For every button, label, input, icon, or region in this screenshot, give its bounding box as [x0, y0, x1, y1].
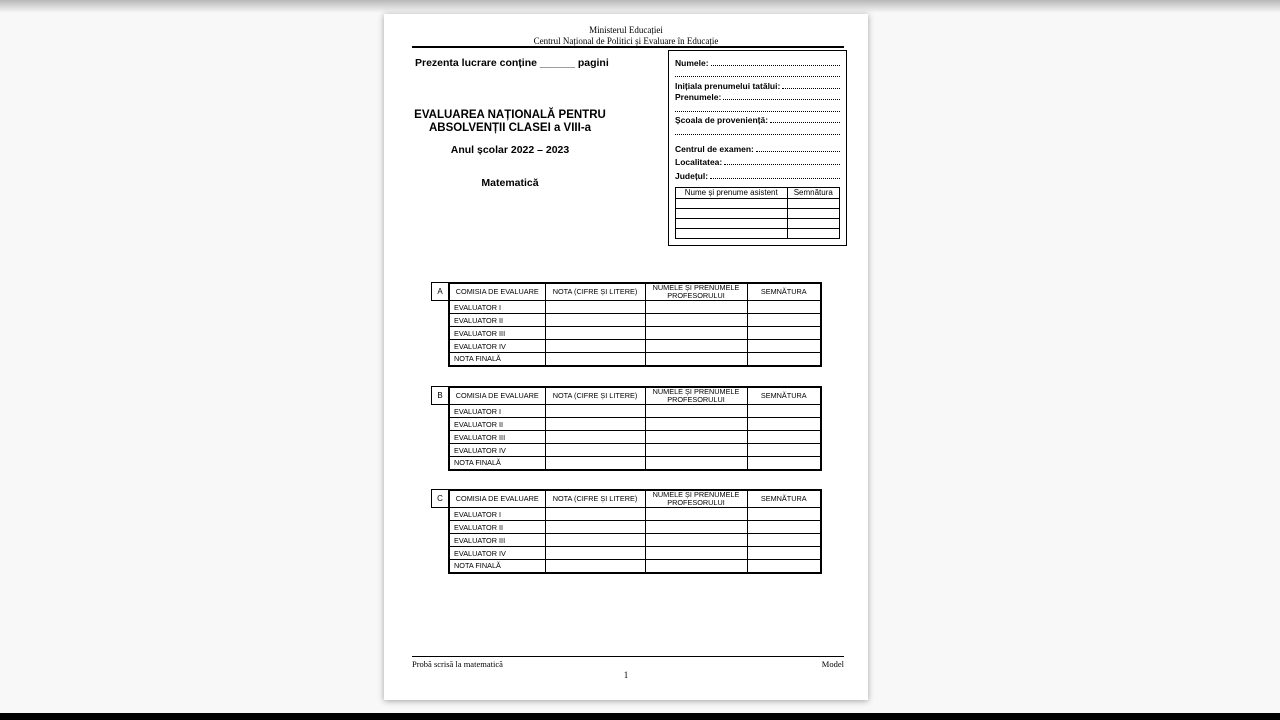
table-row — [676, 208, 840, 218]
table-row — [676, 218, 840, 228]
empty-cell — [645, 534, 747, 547]
empty-cell — [545, 314, 645, 327]
dotted-line — [723, 99, 840, 100]
empty-cell — [645, 418, 747, 431]
empty-cell — [676, 208, 788, 218]
assistant-name-header: Nume și prenume asistent — [676, 187, 788, 198]
field-label: Localitatea: — [675, 157, 723, 167]
dotted-line — [711, 65, 840, 66]
empty-cell — [645, 521, 747, 534]
column-header-numele: NUMELE ȘI PRENUMELE PROFESORULUI — [645, 387, 747, 405]
table-row — [449, 534, 821, 547]
empty-cell — [645, 405, 747, 418]
table-row — [449, 560, 821, 573]
dotted-continuation-line — [675, 125, 840, 137]
subject-name: Matematică — [481, 177, 539, 189]
table-row — [449, 547, 821, 560]
field-label: Prenumele: — [675, 92, 722, 102]
empty-cell — [747, 547, 821, 560]
empty-cell — [747, 444, 821, 457]
empty-cell — [747, 314, 821, 327]
row-label-evaluator-2: EVALUATOR II — [449, 314, 545, 327]
empty-cell — [747, 534, 821, 547]
empty-cell — [545, 534, 645, 547]
table-letter-a: A — [431, 282, 449, 301]
signature-header: Semnătura — [787, 187, 839, 198]
dotted-line — [710, 178, 840, 179]
column-header-semnatura: SEMNĂTURA — [747, 387, 821, 405]
column-header-comisia: COMISIA DE EVALUARE — [449, 490, 545, 508]
row-label-evaluator-3: EVALUATOR III — [449, 327, 545, 340]
row-label-evaluator-4: EVALUATOR IV — [449, 444, 545, 457]
column-header-nota: NOTA (CIFRE ȘI LITERE) — [545, 387, 645, 405]
table-row — [449, 431, 821, 444]
evaluation-table-a — [431, 282, 822, 367]
dotted-continuation-line — [675, 102, 840, 114]
row-label-evaluator-3: EVALUATOR III — [449, 431, 545, 444]
dotted-line — [675, 76, 840, 77]
school-year: Anul școlar 2022 – 2023 — [450, 144, 570, 156]
column-header-semnatura: SEMNĂTURA — [747, 490, 821, 508]
table-row — [449, 314, 821, 327]
field-scoala — [675, 114, 840, 126]
table-row — [449, 521, 821, 534]
empty-cell — [545, 508, 645, 521]
assistant-signature-table — [675, 187, 840, 239]
empty-cell — [545, 340, 645, 353]
dotted-continuation-line — [675, 68, 840, 80]
column-header-comisia: COMISIA DE EVALUARE — [449, 283, 545, 301]
row-label-nota-finala: NOTA FINALĂ — [449, 457, 545, 470]
ministry-name: Ministerul Educației — [589, 25, 663, 35]
table-row — [449, 405, 821, 418]
empty-cell — [545, 353, 645, 366]
table-header-row — [449, 387, 821, 405]
empty-cell — [645, 340, 747, 353]
empty-cell — [545, 560, 645, 573]
table-letter-c: C — [431, 489, 449, 508]
table-row — [449, 327, 821, 340]
row-label-nota-finala: NOTA FINALĂ — [449, 560, 545, 573]
empty-cell — [545, 521, 645, 534]
table-header-row — [449, 490, 821, 508]
table-row — [449, 353, 821, 366]
evaluation-table-b — [431, 386, 822, 471]
row-label-evaluator-2: EVALUATOR II — [449, 418, 545, 431]
column-header-numele: NUMELE ȘI PRENUMELE PROFESORULUI — [645, 490, 747, 508]
empty-cell — [545, 547, 645, 560]
column-header-numele: NUMELE ȘI PRENUMELE PROFESORULUI — [645, 283, 747, 301]
dotted-line — [724, 164, 840, 165]
table-header-row — [449, 283, 821, 301]
bottom-black-bar — [0, 713, 1280, 720]
row-label-evaluator-1: EVALUATOR I — [449, 301, 545, 314]
empty-cell — [747, 340, 821, 353]
table-row — [449, 418, 821, 431]
field-prenumele — [675, 91, 840, 103]
empty-cell — [545, 418, 645, 431]
row-label-nota-finala: NOTA FINALĂ — [449, 353, 545, 366]
footer — [412, 659, 844, 669]
empty-cell — [545, 457, 645, 470]
empty-cell — [747, 560, 821, 573]
footer-divider — [412, 656, 844, 657]
footer-right-text: Model — [821, 659, 844, 669]
dotted-line — [782, 88, 840, 89]
empty-cell — [645, 314, 747, 327]
empty-cell — [645, 327, 747, 340]
column-header-nota: NOTA (CIFRE ȘI LITERE) — [545, 490, 645, 508]
table-row — [676, 198, 840, 208]
empty-cell — [545, 327, 645, 340]
exam-cover-page — [384, 14, 868, 700]
empty-cell — [787, 208, 839, 218]
empty-cell — [747, 457, 821, 470]
dotted-line — [770, 122, 840, 123]
field-initiala — [675, 79, 840, 91]
field-localitatea — [675, 154, 840, 168]
field-label: Inițiala prenumelui tatălui: — [675, 80, 781, 91]
empty-cell — [645, 431, 747, 444]
empty-cell — [545, 405, 645, 418]
field-judetul — [675, 167, 840, 181]
table-row — [449, 457, 821, 470]
empty-cell — [676, 218, 788, 228]
candidate-info-box — [668, 50, 847, 246]
field-centrul-examen — [675, 141, 840, 154]
exam-title-line1: EVALUAREA NAȚIONALĂ PENTRU — [414, 109, 606, 121]
empty-cell — [747, 431, 821, 444]
table-row — [449, 340, 821, 353]
column-header-nota: NOTA (CIFRE ȘI LITERE) — [545, 283, 645, 301]
column-header-semnatura: SEMNĂTURA — [747, 283, 821, 301]
empty-cell — [645, 547, 747, 560]
column-header-comisia: COMISIA DE EVALUARE — [449, 387, 545, 405]
field-label: Școala de proveniență: — [675, 115, 769, 125]
evaluation-grid — [448, 386, 822, 471]
empty-cell — [645, 301, 747, 314]
empty-cell — [545, 431, 645, 444]
empty-cell — [747, 405, 821, 418]
empty-cell — [787, 218, 839, 228]
empty-cell — [787, 228, 839, 238]
empty-cell — [645, 444, 747, 457]
table-row — [449, 444, 821, 457]
exam-title-line2: ABSOLVENȚII CLASEI a VIII-a — [428, 122, 592, 134]
header-divider — [412, 46, 844, 48]
empty-cell — [747, 418, 821, 431]
row-label-evaluator-1: EVALUATOR I — [449, 508, 545, 521]
center-name: Centrul Național de Politici și Evaluare în Educație — [533, 36, 719, 46]
exam-title — [384, 109, 636, 135]
row-label-evaluator-2: EVALUATOR II — [449, 521, 545, 534]
field-label: Numele: — [675, 57, 709, 68]
empty-cell — [747, 353, 821, 366]
exam-title-block — [384, 109, 636, 189]
table-header-row — [676, 187, 840, 198]
empty-cell — [787, 198, 839, 208]
empty-cell — [545, 444, 645, 457]
table-letter-b: B — [431, 386, 449, 405]
field-label: Județul: — [675, 170, 709, 181]
empty-cell — [645, 457, 747, 470]
dotted-line — [675, 111, 840, 112]
page-number: 1 — [623, 670, 629, 680]
empty-cell — [645, 560, 747, 573]
row-label-evaluator-1: EVALUATOR I — [449, 405, 545, 418]
empty-cell — [747, 301, 821, 314]
table-row — [449, 508, 821, 521]
empty-cell — [676, 198, 788, 208]
empty-cell — [645, 508, 747, 521]
table-row — [449, 301, 821, 314]
empty-cell — [747, 521, 821, 534]
top-shadow-strip — [0, 0, 1280, 13]
empty-cell — [747, 327, 821, 340]
footer-left-text: Probă scrisă la matematică — [412, 659, 503, 669]
field-numele — [675, 56, 840, 68]
table-row — [676, 228, 840, 238]
dotted-line — [675, 134, 840, 135]
empty-cell — [545, 301, 645, 314]
dotted-line — [756, 151, 840, 152]
empty-cell — [676, 228, 788, 238]
evaluation-table-c — [431, 489, 822, 574]
ministry-header — [384, 25, 868, 47]
row-label-evaluator-3: EVALUATOR III — [449, 534, 545, 547]
evaluation-grid — [448, 489, 822, 574]
empty-cell — [645, 353, 747, 366]
pages-count-note: Prezenta lucrare conține ______ pagini — [415, 57, 609, 69]
field-label: Centrul de examen: — [675, 143, 754, 154]
evaluation-grid — [448, 282, 822, 367]
row-label-evaluator-4: EVALUATOR IV — [449, 547, 545, 560]
row-label-evaluator-4: EVALUATOR IV — [449, 340, 545, 353]
empty-cell — [747, 508, 821, 521]
